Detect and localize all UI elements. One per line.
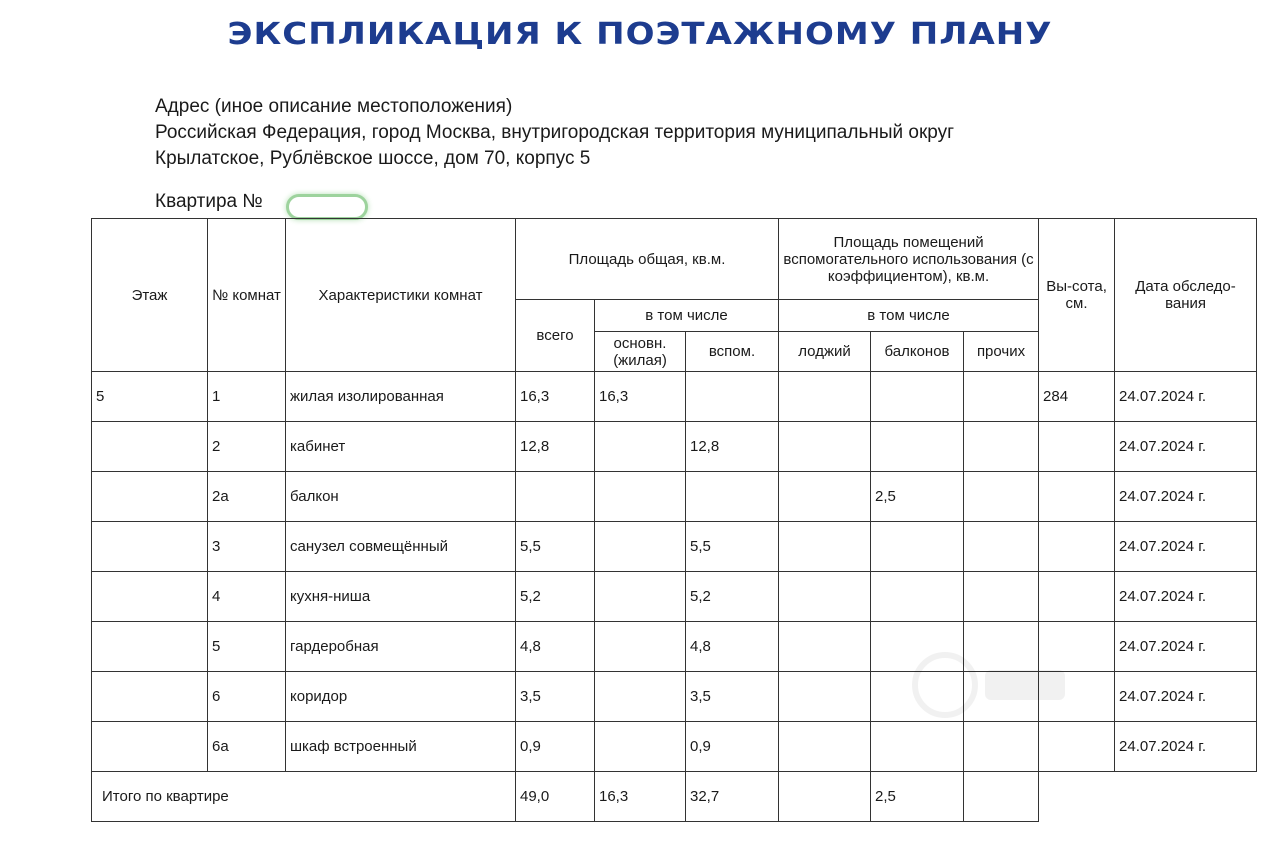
cell-other	[964, 522, 1039, 572]
cell-date: 24.07.2024 г.	[1115, 522, 1257, 572]
header-total-all: всего	[516, 300, 595, 372]
cell-other	[964, 572, 1039, 622]
cell-floor	[92, 572, 208, 622]
cell-floor	[92, 472, 208, 522]
cell-date: 24.07.2024 г.	[1115, 622, 1257, 672]
totals-total: 49,0	[516, 772, 595, 822]
cell-room-number: 6	[208, 672, 286, 722]
cell-floor	[92, 522, 208, 572]
cell-main	[595, 722, 686, 772]
cell-floor	[92, 722, 208, 772]
cell-height	[1039, 472, 1115, 522]
cell-main	[595, 672, 686, 722]
cell-loggia	[779, 722, 871, 772]
cell-total: 4,8	[516, 622, 595, 672]
header-balconies: балконов	[871, 332, 964, 372]
cell-date: 24.07.2024 г.	[1115, 722, 1257, 772]
cell-date: 24.07.2024 г.	[1115, 672, 1257, 722]
totals-balcony: 2,5	[871, 772, 964, 822]
address-line-2: Крылатское, Рублёвское шоссе, дом 70, корпус 5	[155, 148, 591, 169]
cell-loggia	[779, 572, 871, 622]
cell-floor	[92, 422, 208, 472]
header-loggias: лоджий	[779, 332, 871, 372]
cell-total: 5,2	[516, 572, 595, 622]
cell-height: 284	[1039, 372, 1115, 422]
cell-room-number: 5	[208, 622, 286, 672]
table-header	[92, 219, 1257, 372]
cell-room-name: кухня-ниша	[286, 572, 516, 622]
cell-room-name: гардеробная	[286, 622, 516, 672]
apartment-label: Квартира №	[155, 191, 263, 212]
totals-row	[92, 772, 1257, 822]
cell-loggia	[779, 522, 871, 572]
header-total-area: Площадь общая, кв.м.	[516, 219, 779, 300]
cell-room-number: 2а	[208, 472, 286, 522]
cell-main	[595, 522, 686, 572]
table-row	[92, 422, 1257, 472]
cell-loggia	[779, 622, 871, 672]
cell-room-name: санузел совмещённый	[286, 522, 516, 572]
cell-height	[1039, 572, 1115, 622]
header-survey-date: Дата обследо-вания	[1115, 219, 1257, 372]
cell-date: 24.07.2024 г.	[1115, 572, 1257, 622]
cell-other	[964, 722, 1039, 772]
cell-total	[516, 472, 595, 522]
header-including-1: в том числе	[595, 300, 779, 332]
cell-loggia	[779, 672, 871, 722]
redacted-apartment-number	[286, 194, 368, 220]
table-row	[92, 522, 1257, 572]
cell-floor	[92, 672, 208, 722]
cell-height	[1039, 722, 1115, 772]
cell-room-number: 3	[208, 522, 286, 572]
totals-loggia	[779, 772, 871, 822]
cell-other	[964, 422, 1039, 472]
totals-aux: 32,7	[686, 772, 779, 822]
header-height: Вы-сота, см.	[1039, 219, 1115, 372]
cell-height	[1039, 672, 1115, 722]
cell-aux: 5,2	[686, 572, 779, 622]
cell-room-number: 1	[208, 372, 286, 422]
table-row	[92, 622, 1257, 672]
cell-balcony	[871, 422, 964, 472]
cell-date: 24.07.2024 г.	[1115, 472, 1257, 522]
table-row	[92, 722, 1257, 772]
totals-main: 16,3	[595, 772, 686, 822]
cell-room-name: коридор	[286, 672, 516, 722]
cell-room-name: шкаф встроенный	[286, 722, 516, 772]
cell-balcony	[871, 622, 964, 672]
cell-aux: 3,5	[686, 672, 779, 722]
table-body	[92, 372, 1257, 822]
cell-height	[1039, 422, 1115, 472]
table-row	[92, 572, 1257, 622]
header-other: прочих	[964, 332, 1039, 372]
cell-other	[964, 472, 1039, 522]
cell-room-number: 4	[208, 572, 286, 622]
cell-balcony	[871, 722, 964, 772]
cell-date: 24.07.2024 г.	[1115, 372, 1257, 422]
explication-table	[91, 218, 1257, 822]
cell-room-number: 2	[208, 422, 286, 472]
cell-total: 12,8	[516, 422, 595, 472]
cell-main	[595, 622, 686, 672]
document-title: ЭКСПЛИКАЦИЯ К ПОЭТАЖНОМУ ПЛАНУ	[227, 16, 1053, 52]
totals-empty-height	[1039, 772, 1115, 822]
totals-empty-date	[1115, 772, 1257, 822]
cell-aux: 0,9	[686, 722, 779, 772]
table-row	[92, 372, 1257, 422]
cell-loggia	[779, 422, 871, 472]
header-floor: Этаж	[92, 219, 208, 372]
cell-aux: 5,5	[686, 522, 779, 572]
header-main-living: основн. (жилая)	[595, 332, 686, 372]
cell-aux	[686, 472, 779, 522]
cell-balcony	[871, 672, 964, 722]
table-row	[92, 472, 1257, 522]
cell-loggia	[779, 372, 871, 422]
cell-total: 5,5	[516, 522, 595, 572]
cell-height	[1039, 622, 1115, 672]
cell-balcony: 2,5	[871, 472, 964, 522]
cell-room-name: кабинет	[286, 422, 516, 472]
cell-total: 3,5	[516, 672, 595, 722]
cell-other	[964, 372, 1039, 422]
totals-label: Итого по квартире	[92, 772, 516, 822]
table-row	[92, 672, 1257, 722]
cell-loggia	[779, 472, 871, 522]
cell-aux: 4,8	[686, 622, 779, 672]
header-auxiliary: вспом.	[686, 332, 779, 372]
cell-main	[595, 472, 686, 522]
cell-date: 24.07.2024 г.	[1115, 422, 1257, 472]
cell-other	[964, 622, 1039, 672]
cell-balcony	[871, 572, 964, 622]
address-label: Адрес (иное описание местоположения)	[155, 96, 513, 117]
address-block	[155, 94, 954, 172]
cell-room-number: 6а	[208, 722, 286, 772]
cell-room-name: жилая изолированная	[286, 372, 516, 422]
cell-aux: 12,8	[686, 422, 779, 472]
cell-balcony	[871, 522, 964, 572]
cell-main	[595, 422, 686, 472]
address-line-1: Российская Федерация, город Москва, внутригородская территория муниципальный округ	[155, 122, 955, 143]
header-room-number: № комнат	[208, 219, 286, 372]
cell-aux	[686, 372, 779, 422]
cell-total: 16,3	[516, 372, 595, 422]
header-room-characteristics: Характеристики комнат	[286, 219, 516, 372]
totals-other	[964, 772, 1039, 822]
cell-floor	[92, 622, 208, 672]
cell-main	[595, 572, 686, 622]
cell-main: 16,3	[595, 372, 686, 422]
cell-room-name: балкон	[286, 472, 516, 522]
header-including-2: в том числе	[779, 300, 1039, 332]
cell-balcony	[871, 372, 964, 422]
cell-total: 0,9	[516, 722, 595, 772]
cell-other	[964, 672, 1039, 722]
header-auxiliary-area: Площадь помещений вспомогательного использования (с коэффициентом), кв.м.	[779, 219, 1039, 300]
cell-height	[1039, 522, 1115, 572]
cell-floor: 5	[92, 372, 208, 422]
